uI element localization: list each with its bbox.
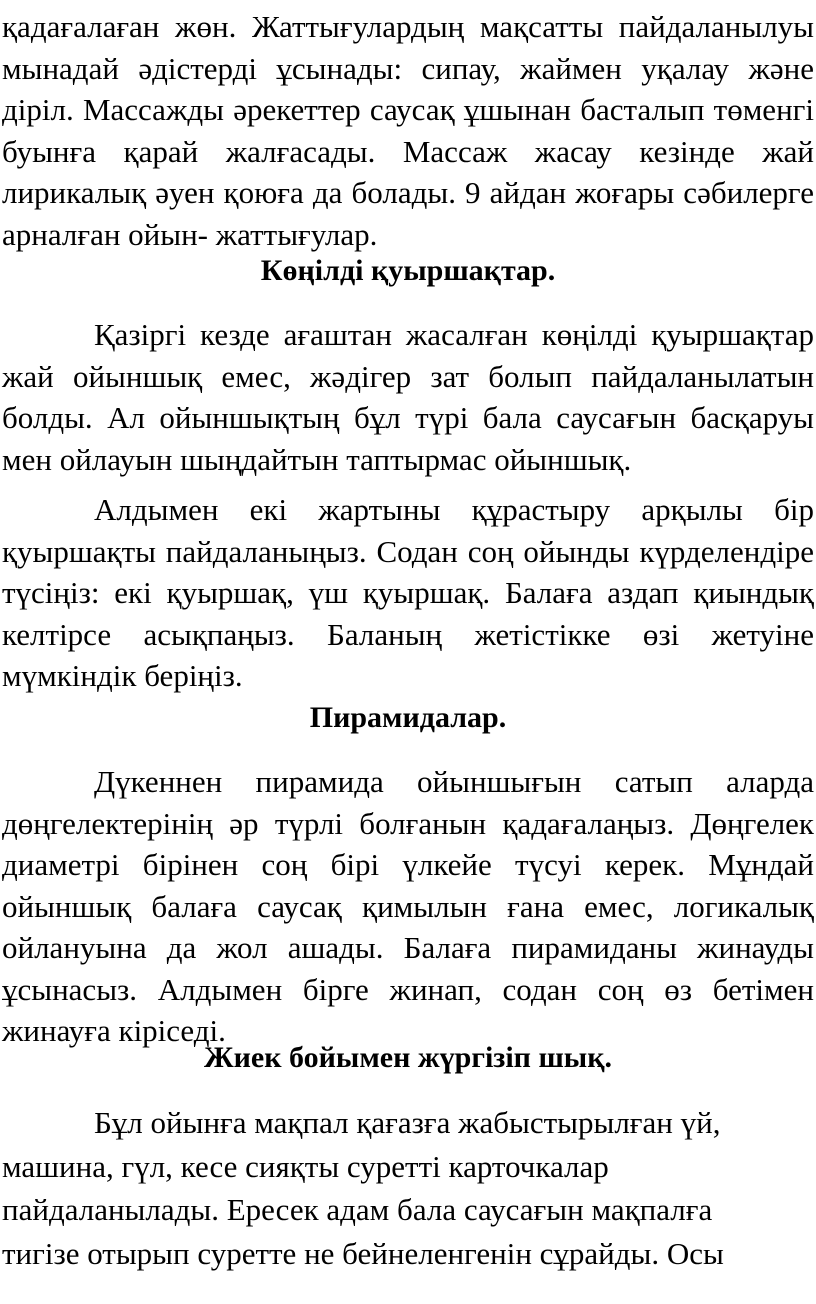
section-heading-trace-edge: Жиек бойымен жүргізіп шық. — [203, 1041, 612, 1074]
dolls-paragraph-1: Қазіргі кезде ағаштан жасалған көңілді қуыршақтар жай ойыншық емес, жәдігер зат болып пайдаланылатын болды. Ал ойыншықтың бұл түрі бала саусағын басқаруы мен ойлауын шыңдайтын таптырмас ойыншық. — [2, 317, 814, 477]
intro-paragraph: қадағалаған жөн. Жаттығулардың мақсатты пайдаланылуы мынадай әдістерді ұсынады: сипау, жаймен уқалау және діріл. Массажды әрекеттер саусақ ұшынан басталып төменгі буынға қарай жалғасады. Массаж жасау кезінде жай лирикалық әуен қоюға да болады. 9 айдан жоғары сәбилерге арналған ойын- жаттығулар. — [2, 9, 814, 252]
trace-edge-paragraph-1: Бұл ойынға мақпал қағазға жабыстырылған үй, машина, гүл, кесе сияқты суретті карточкалар пайдаланылады. Ересек адам бала саусағын мақпалға тигізе отырып суретте не бейнеленгенін сұрайды. Осы — [2, 1105, 724, 1271]
document-page — [2, 0, 814, 1304]
section-heading-pyramids: Пирамидалар. — [309, 701, 507, 734]
pyramids-paragraph-1: Дүкеннен пирамида ойыншығын сатып аларда дөңгелектерінің әр түрлі болғанын қадағалаңыз. Дөңгелек диаметрі бірінен соң бірі үлкейе түсуі керек. Мұндай ойыншық балаға саусақ қимылын ғана емес, логикалық ойлануына да жол ашады. Балаға пирамиданы жинауды ұсынасыз. Алдымен бірге жинап, содан соң өз бетімен жинауға кіріседі. — [2, 764, 814, 1048]
dolls-paragraph-2: Алдымен екі жартыны құрастыру арқылы бір қуыршақты пайдаланыңыз. Содан соң ойынды күрделендіре түсіңіз: екі қуыршақ, үш қуыршақ. Балаға аздап қиындық келтірсе асықпаңыз. Баланың жетістікке өзі жетуіне мүмкіндік беріңіз. — [2, 492, 814, 693]
section-heading-dolls: Көңілді қуыршақтар. — [260, 254, 556, 287]
